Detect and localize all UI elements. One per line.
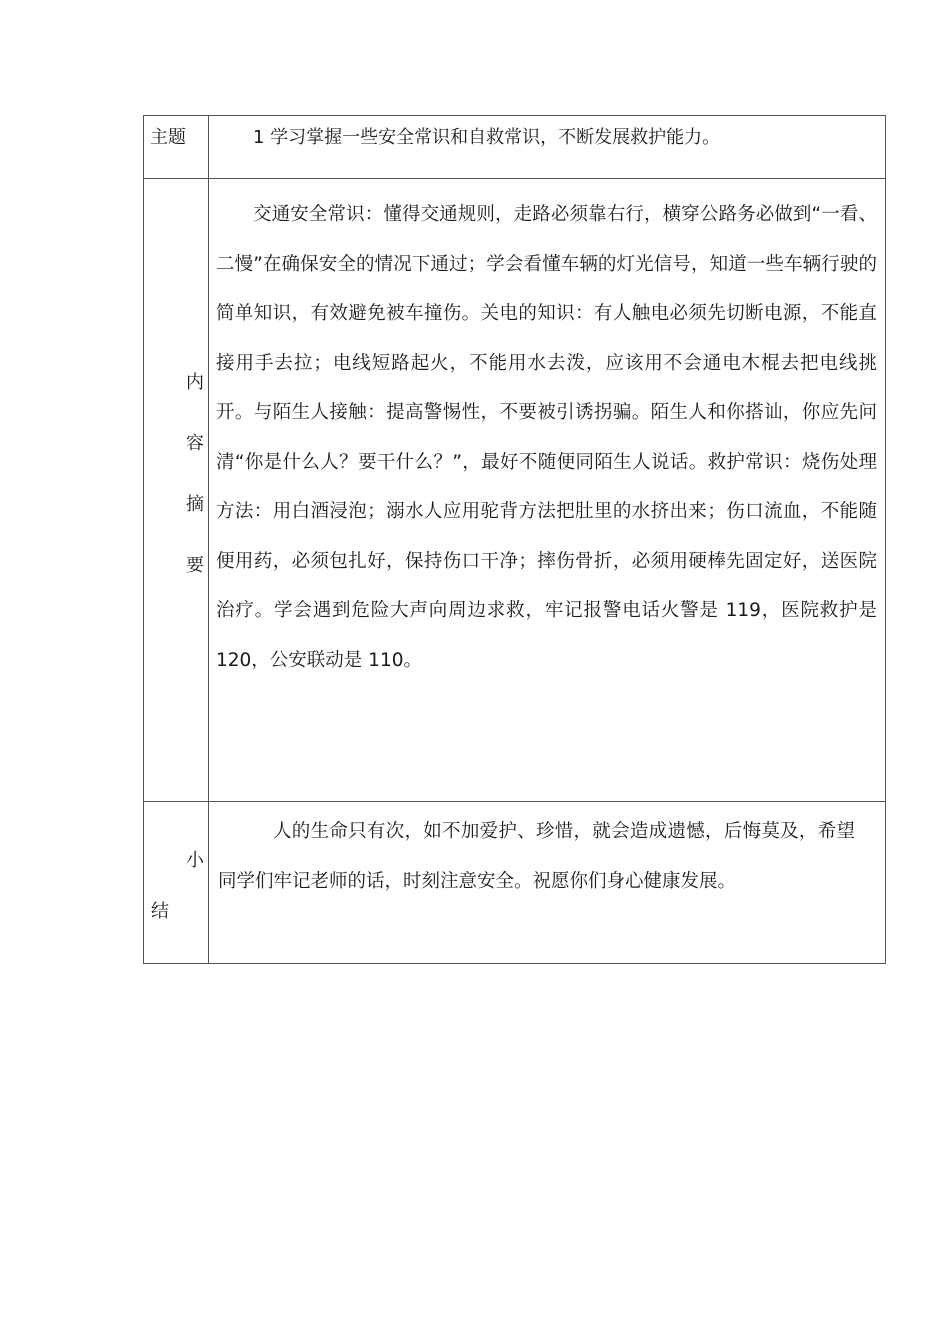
- topic-label-cell: [144, 116, 209, 179]
- content-label-char: 容: [186, 433, 204, 454]
- content-label-cell: [144, 179, 209, 802]
- content-row: [144, 179, 886, 802]
- summary-label-char: 小: [186, 850, 204, 871]
- summary-text: 人的生命只有次，如不加爱护、珍惜，就会造成遗憾，后悔莫及，希望同学们牢记老师的话，时刻注意安全。祝愿你们身心健康发展。: [218, 821, 855, 892]
- summary-value-cell: [209, 802, 886, 964]
- content-value-cell: [209, 179, 886, 802]
- content-label: [144, 179, 208, 801]
- topic-label: 主题: [150, 127, 186, 148]
- content-label-char: 内: [186, 372, 204, 393]
- content-label-char: 要: [186, 555, 204, 576]
- lesson-plan-table: [143, 115, 886, 964]
- content-label-char: 摘: [186, 494, 204, 515]
- summary-label-cell: [144, 802, 209, 964]
- topic-text: 1 学习掌握一些安全常识和自救常识，不断发展救护能力。: [253, 127, 721, 148]
- summary-label: [144, 802, 208, 963]
- content-summary-text: 交通安全常识：懂得交通规则，走路必须靠右行，横穿公路务必做到“一看、二慢”在确保安全的情况下通过；学会看懂车辆的灯光信号，知道一些车辆行驶的简单知识，有效避免被车撞伤。关电的知识：有人触电必须先切断电源，不能直接用手去拉；电线短路起火，不能用水去泼，应该用不会通电木棍去把电线挑开。与陌生人接触：提高警惕性，不要被引诱拐骗。陌生人和你搭讪，你应先问清“你是什么人？要干什么？”，最好不随便同陌生人说话。救护常识：烧伤处理方法：用白酒浸泡；溺水人应用驼背方法把肚里的水挤出来；伤口流血，不能随便用药，必须包扎好，保持伤口干净；摔伤骨折，必须用硬棒先固定好，送医院治疗。学会遇到危险大声向周边求救，牢记报警电话火警是 119，医院救护是 120，公安联动是 110。: [216, 204, 877, 671]
- topic-value-cell: [209, 116, 886, 179]
- summary-row: [144, 802, 886, 964]
- topic-row: [144, 116, 886, 179]
- summary-label-char: 结: [151, 901, 169, 922]
